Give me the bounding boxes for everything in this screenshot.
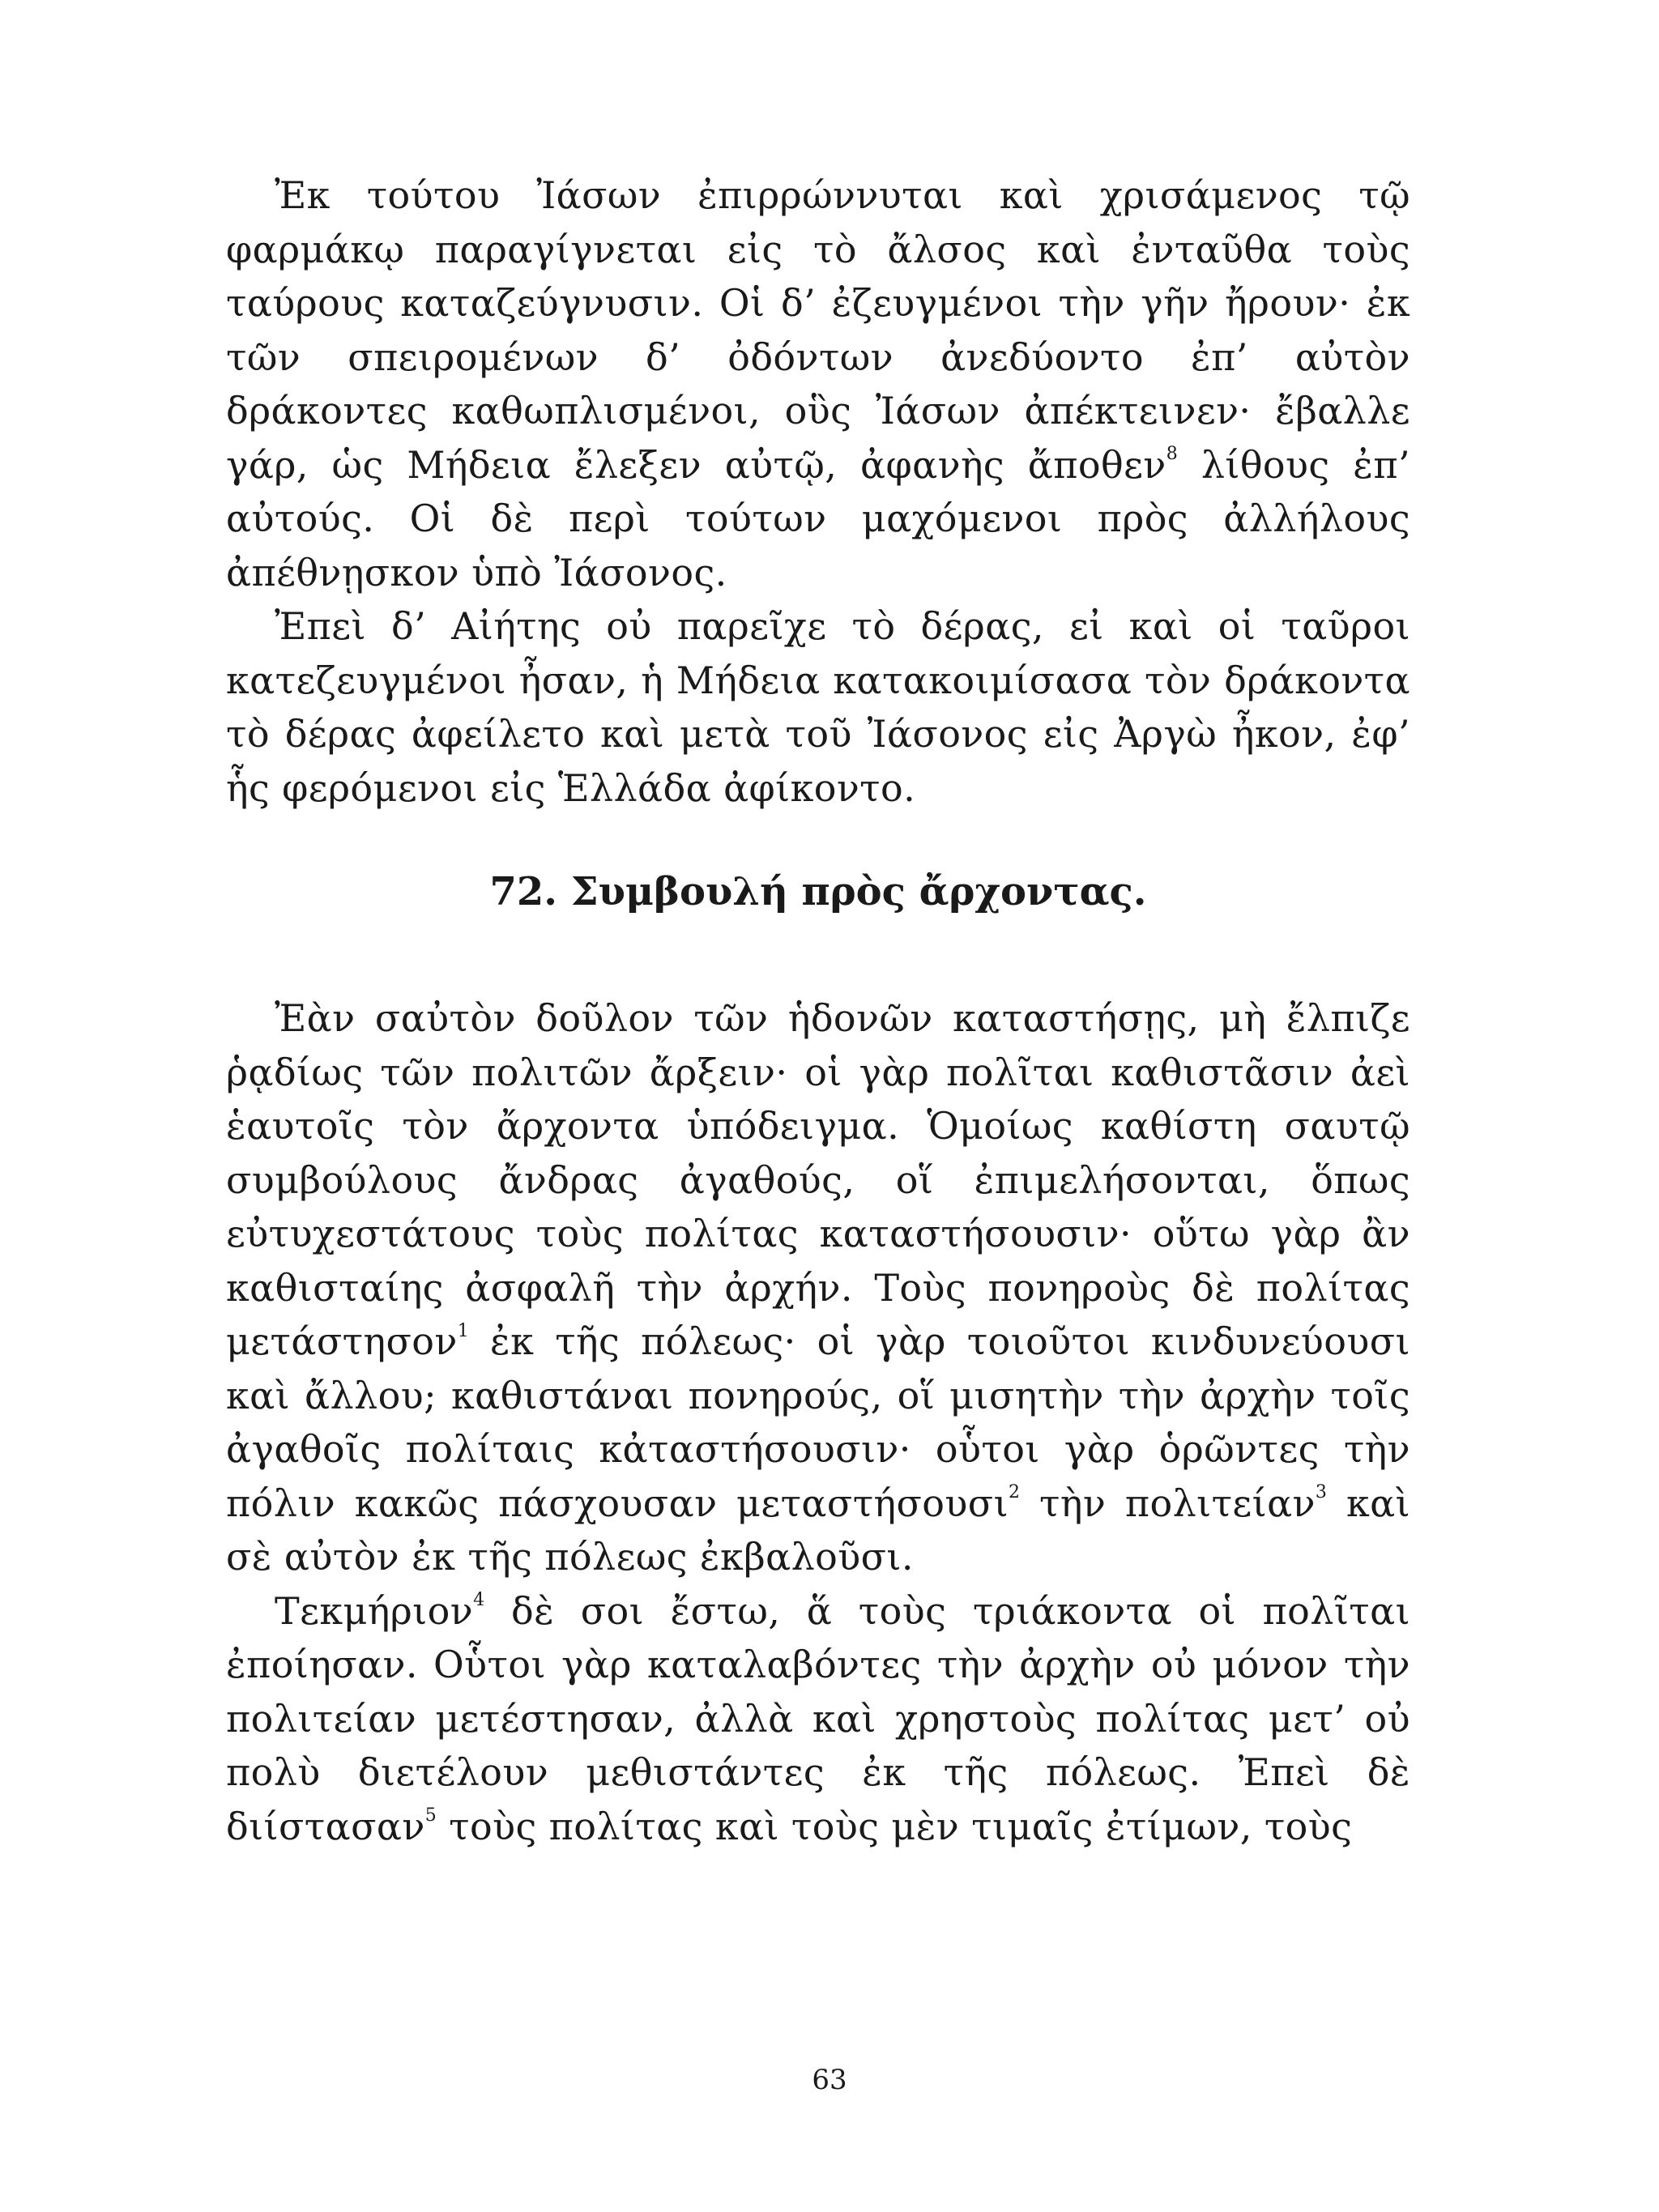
footnote-marker-2: 2 xyxy=(1009,1482,1021,1503)
paragraph-4-text-a: Τεκμήριον xyxy=(275,1588,474,1633)
paragraph-3-text-b: ἐκ τῆς πόλεως· οἱ γὰρ τοιοῦτοι κινδυνεύουσι καὶ ἄλλου; καθιστάναι πονηρούς, οἵ μισητὴν τὴν ἀρχὴν τοῖς ἀγαθοῖς πολίταις κἀταστήσουσιν· οὗτοι γὰρ ὁρῶντες τὴν πόλιν κακῶς πάσχουσαν μεταστήσουσι xyxy=(226,1319,1410,1525)
paragraph-4 xyxy=(226,1584,1410,1854)
section-title: 72. Συμβουλή πρὸς ἄρχοντας. xyxy=(489,869,1147,914)
footnote-marker-3: 3 xyxy=(1315,1482,1328,1503)
paragraph-3-text-d: καὶ σὲ αὐτὸν ἐκ τῆς πόλεως ἐκβαλοῦσι. xyxy=(226,1481,1411,1579)
paragraph-3-text-a: Ἐὰν σαὐτὸν δοῦλον τῶν ἡδονῶν καταστήσῃς, μὴ ἔλπιζε ῥᾳδίως τῶν πολιτῶν ἄρξειν· οἱ γὰρ πολῖται καθιστᾶσιν ἀεὶ ἑαυτοῖς τὸν ἄρχοντα ὑπόδειγμα. Ὁμοίως καθίστη σαυτῷ συμβούλους ἄνδρας ἀγαθούς, οἵ ἐπιμελήσονται, ὅπως εὐτυχεστάτους τοὺς πολίτας καταστήσουσιν· οὕτω γὰρ ἂν καθισταίης ἀσφαλῆ τὴν ἀρχήν. Τοὺς πονηροὺς δὲ πολίτας μετάστησον xyxy=(226,996,1410,1363)
footnote-marker-5: 5 xyxy=(424,1805,437,1826)
paragraph-3 xyxy=(226,991,1410,1584)
paragraph-1-text-b: λίθους ἐπ’ αὐτούς. Οἱ δὲ περὶ τούτων μαχόμενοι πρὸς ἀλλήλους ἀπέθνῃσκον ὑπὸ Ἰάσονος. xyxy=(226,442,1411,595)
page-body xyxy=(226,168,1410,1853)
paragraph-3-text-c: τὴν πολιτείαν xyxy=(1020,1481,1316,1525)
footnote-marker-4: 4 xyxy=(473,1590,485,1611)
paragraph-2-text: Ἐπεὶ δ’ Αἰήτης οὐ παρεῖχε τὸ δέρας, εἰ καὶ οἱ ταῦροι κατεζευγμένοι ἦσαν, ἡ Μήδεια κατακοιμίσασα τὸν δράκοντα τὸ δέρας ἀφείλετο καὶ μετὰ τοῦ Ἰάσονος εἰς Ἀργὼ ἦκον, ἐφ’ ἧς φερόμενοι εἰς Ἑλλάδα ἀφίκοντο. xyxy=(226,604,1410,810)
footnote-marker-8: 8 xyxy=(1166,444,1179,465)
paragraph-4-text-c: τοὺς πολίτας καὶ τοὺς μὲν τιμαῖς ἐτίμων, τοὺς xyxy=(437,1804,1353,1848)
paragraph-1-text-a: Ἐκ τούτου Ἰάσων ἐπιρρώννυται καὶ χρισάμενος τῷ φαρμάκῳ παραγίγνεται εἰς τὸ ἄλσος καὶ ἐνταῦθα τοὺς ταύρους καταζεύγνυσιν. Οἱ δ’ ἐζευγμένοι τὴν γῆν ἤρουν· ἐκ τῶν σπειρομένων δ’ ὀδόντων ἀνεδύοντο ἐπ’ αὐτὸν δράκοντες καθωπλισμένοι, οὓς Ἰάσων ἀπέκτεινεν· ἔβαλλε γάρ, ὡς Μήδεια ἔλεξεν αὐτῷ, ἀφανὴς ἄποθεν xyxy=(226,173,1410,487)
paragraph-4-text-b: δὲ σοι ἔστω, ἅ τοὺς τριάκοντα οἱ πολῖται ἐποίησαν. Οὗτοι γὰρ καταλαβόντες τὴν ἀρχὴν οὐ μόνον τὴν πολιτείαν μετέστησαν, ἀλλὰ καὶ χρηστοὺς πολίτας μετ’ οὐ πολὺ διετέλουν μεθιστάντες ἐκ τῆς πόλεως. Ἐπεὶ δὲ διίστασαν xyxy=(226,1588,1410,1848)
paragraph-2 xyxy=(226,599,1410,815)
page-number: 63 xyxy=(812,2064,847,2096)
footnote-marker-1: 1 xyxy=(457,1320,470,1341)
paragraph-1 xyxy=(226,168,1410,599)
